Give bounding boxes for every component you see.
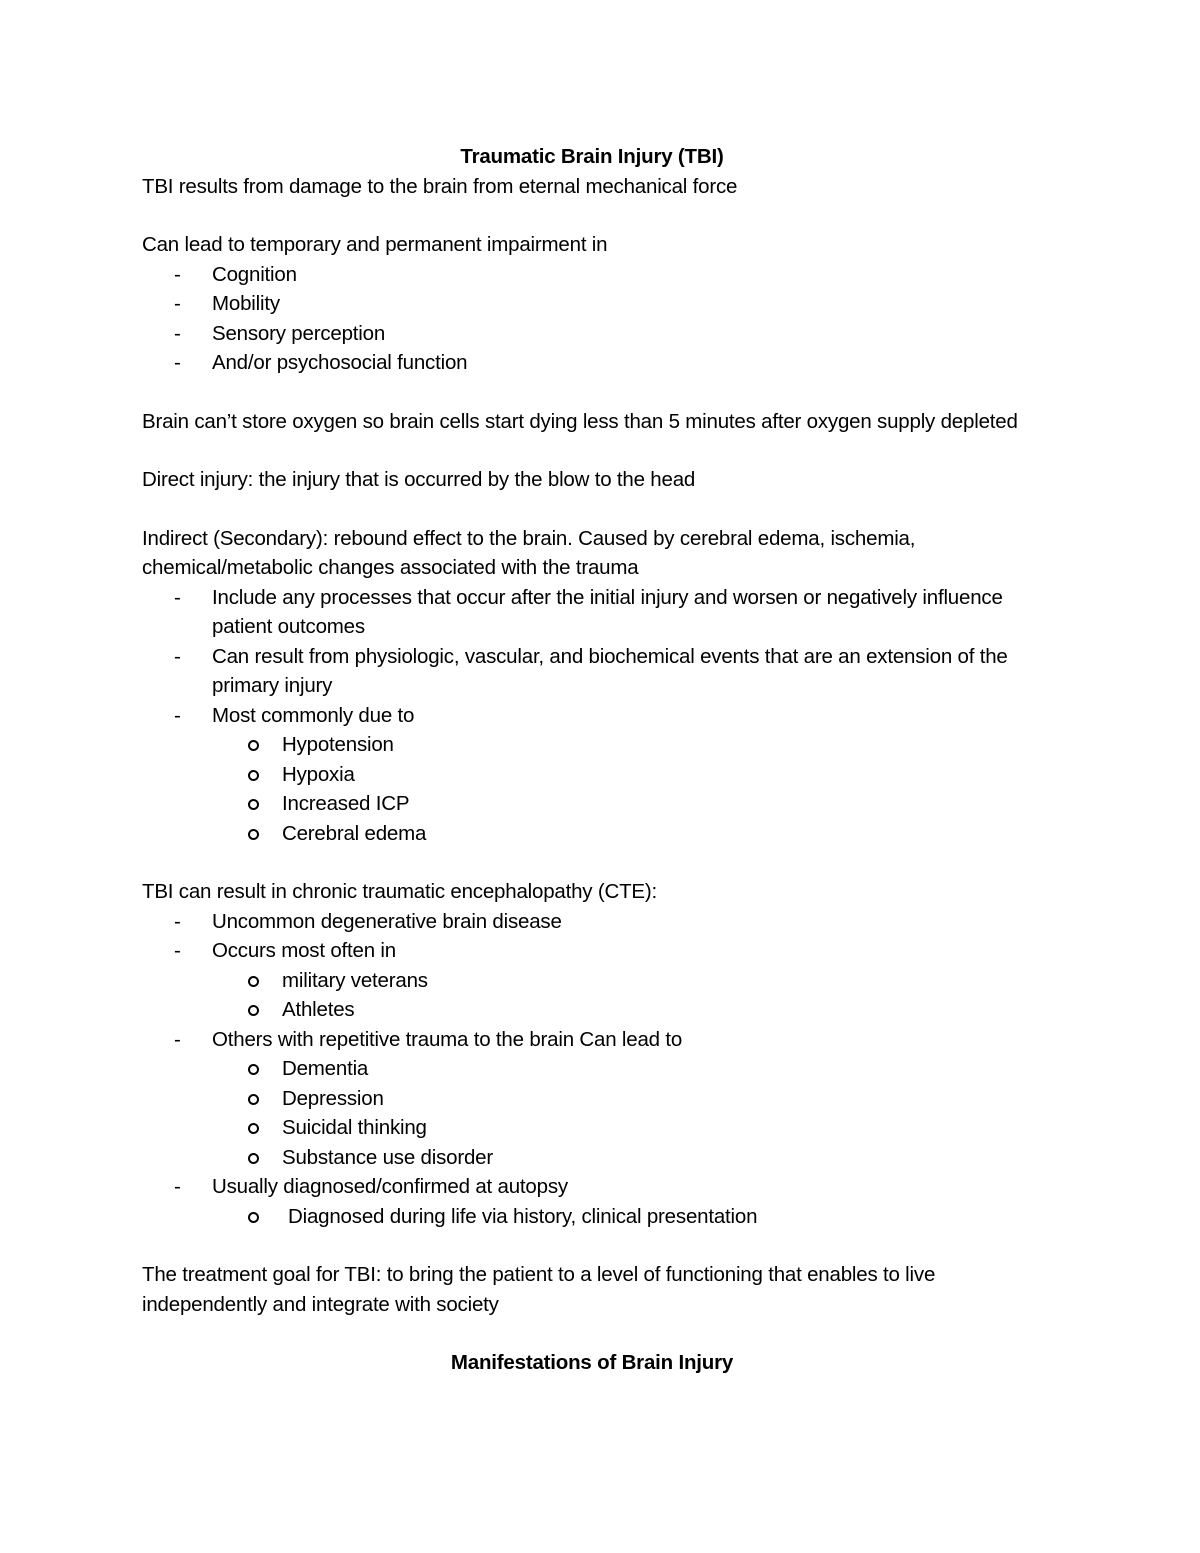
common-causes-list [212,730,1042,848]
indirect-injury-paragraph: Indirect (Secondary): rebound effect to the brain. Caused by cerebral edema, ischemia, chemical/metabolic changes associated with the trauma [142,526,916,579]
list-item: - Include any processes that occur after the initial injury and worsen or negatively influence patient outcomes [142,583,1042,642]
list-item: Hypotension [142,730,1042,760]
circle-bullet-icon [248,1123,259,1134]
section-title: Manifestations of Brain Injury [450,1351,734,1374]
dash-bullet: - [174,351,181,374]
circle-bullet-icon [248,1153,259,1164]
spacer [142,848,1042,877]
oxygen-paragraph: Brain can’t store oxygen so brain cells start dying less than 5 minutes after oxygen supply depleted [142,409,1018,433]
dash-bullet: - [174,1027,181,1051]
dash-bullet: - [174,703,181,727]
dash-bullet: - [174,292,181,315]
list-item: Depression [142,1084,1042,1114]
circle-bullet-icon [248,976,259,987]
dash-bullet: - [174,939,181,962]
list-item: - Cognition [142,260,1042,290]
document-title: Traumatic Brain Injury (TBI) [460,145,724,168]
dash-bullet: - [174,1175,181,1198]
list-item: - Usually diagnosed/confirmed at autopsy Diagnosed during life via history, clinical presentation [142,1172,1042,1231]
list-item: - Sensory perception [142,319,1042,349]
spacer [142,201,1042,230]
dash-bullet: - [174,321,181,345]
list-item: - Others with repetitive trauma to the brain Can lead to Dementia Depression Suicidal thinking Substance use disorder [142,1025,1042,1173]
spacer [142,495,1042,524]
cte-lead: TBI can result in chronic traumatic encephalopathy (CTE): [142,880,657,903]
circle-bullet-icon [248,770,259,781]
list-item: Diagnosed during life via history, clinical presentation [142,1202,1042,1232]
dash-bullet: - [174,909,181,933]
list-item: Cerebral edema [142,819,1042,849]
document-body [142,142,1042,1378]
treatment-paragraph: The treatment goal for TBI: to bring the patient to a level of functioning that enables to live independently and integrate with society [142,1263,936,1316]
impairment-lead: Can lead to temporary and permanent impairment in [142,233,608,256]
circle-bullet-icon [248,829,259,840]
dash-bullet: - [174,644,181,668]
cte-list [142,907,1042,1232]
list-item: military veterans [142,966,1042,996]
leads-to-list [212,1054,1042,1172]
list-item: Increased ICP [142,789,1042,819]
list-item: Suicidal thinking [142,1113,1042,1143]
diagnosed-list [212,1202,1042,1232]
indirect-list [142,583,1042,849]
list-item: - Mobility [142,289,1042,319]
direct-injury-paragraph: Direct injury: the injury that is occurred by the blow to the head [142,468,696,491]
circle-bullet-icon [248,1005,259,1016]
list-item: Dementia [142,1054,1042,1084]
dash-bullet: - [174,262,181,286]
circle-bullet-icon [248,799,259,810]
list-item: - Occurs most often in military veterans Athletes [142,936,1042,1025]
list-item: - Uncommon degenerative brain disease [142,907,1042,937]
list-item: - And/or psychosocial function [142,348,1042,378]
list-item: Substance use disorder [142,1143,1042,1173]
spacer [142,1319,1042,1348]
circle-bullet-icon [248,1212,259,1223]
intro-paragraph: TBI results from damage to the brain from eternal mechanical force [142,174,738,198]
list-item: - Can result from physiologic, vascular, and biochemical events that are an extension of the primary injury [142,642,1042,701]
dash-bullet: - [174,585,181,609]
occurs-in-list [212,966,1042,1025]
spacer [142,436,1042,465]
list-item: - Most commonly due to Hypotension Hypoxia Increased ICP Cerebral edema [142,701,1042,849]
impairment-list [142,260,1042,378]
list-item: Athletes [142,995,1042,1025]
spacer [142,378,1042,407]
circle-bullet-icon [248,1064,259,1075]
spacer [142,1231,1042,1260]
circle-bullet-icon [248,1094,259,1105]
circle-bullet-icon [248,740,259,751]
list-item: Hypoxia [142,760,1042,790]
